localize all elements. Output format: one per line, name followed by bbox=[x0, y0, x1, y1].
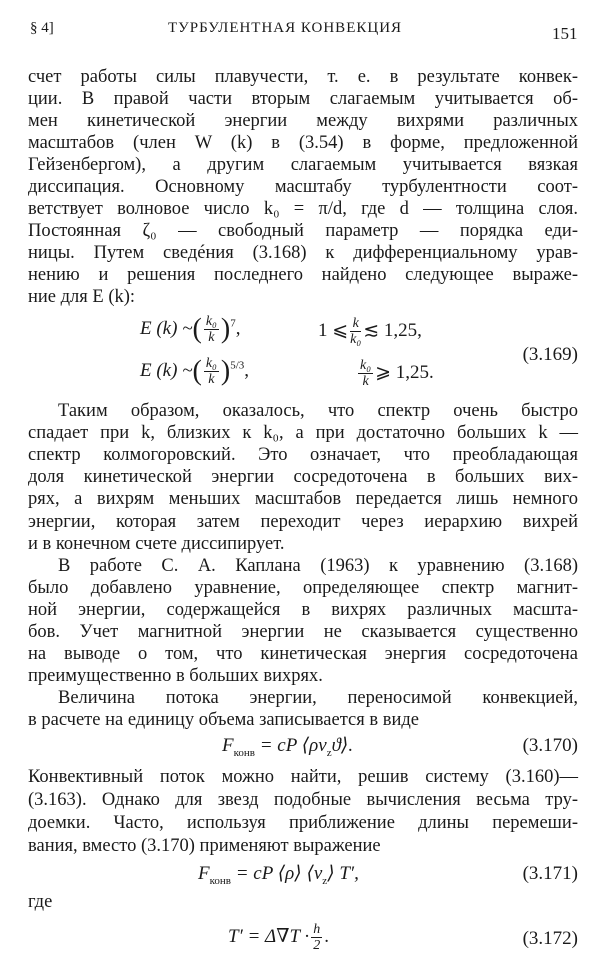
paragraph1-line: Гейзенбергом), а другим слагаемым учитывается вязкая bbox=[28, 155, 578, 175]
paragraph5-line: вания, вместо (3.170) применяют выражение bbox=[28, 836, 381, 856]
equation-number-3-169: (3.169) bbox=[522, 344, 578, 365]
paragraph5-line: (3.163). Однако для звезд подобные вычисления весьма тру- bbox=[28, 790, 578, 810]
paragraph1-line: ницы. Путем сведéния (3.168) к дифференциальному урав- bbox=[28, 243, 578, 263]
paragraph2-line: спадает при k, близких к k₀, а при достаточно больших k — bbox=[28, 423, 578, 444]
equation-3-171: $F_{конв}$ = cP ⟨ρ⟩ $⟨v_z⟩$ T′, bbox=[198, 863, 359, 887]
paragraph2-line: и в конечном счете диссипирует. bbox=[28, 533, 285, 554]
paragraph1-line: ции. В правой части вторым слагаемым учитывается об- bbox=[28, 89, 578, 109]
equation-number-3-170: (3.170) bbox=[522, 735, 578, 756]
paragraph3-line: преимущественно в больших вихрях. bbox=[28, 666, 323, 687]
paragraph1-line: Постоянная ζ₀ — свободный параметр — порядка еди- bbox=[28, 221, 578, 241]
paragraph1-line: счет работы силы плавучести, т. е. в результате конвек- bbox=[28, 67, 578, 87]
paragraph4-line: в расчете на единицу объема записывается в виде bbox=[28, 710, 419, 731]
equation-number-3-171: (3.171) bbox=[522, 863, 578, 884]
running-header-title: ТУРБУЛЕНТНАЯ КОНВЕКЦИЯ bbox=[168, 20, 403, 36]
paragraph3-line: В работе С. А. Каплана (1963) к уравнению (3.168) bbox=[58, 555, 578, 576]
paragraph4-line: Величина потока энергии, переносимой конвекцией, bbox=[58, 688, 578, 709]
paragraph2-line: рях, а вихрям меньших масштабов передается лишь немного bbox=[28, 489, 578, 510]
paragraph2-line: энергии, которая затем переходит через иерархию вихрей bbox=[28, 511, 578, 532]
page-number: 151 bbox=[552, 24, 578, 43]
paragraph1-line: ветствует волновое число k₀ = π/d, где d — толщина слоя. bbox=[28, 199, 578, 219]
paragraph1-line: масштабов (член W (k) в (3.54) в форме, предложенной bbox=[28, 133, 578, 153]
equation-number-3-172: (3.172) bbox=[522, 928, 578, 949]
paragraph1-line: ние для E (k): bbox=[28, 287, 136, 307]
paragraph3-line: бов. Учет магнитной энергии не сказывается существенно bbox=[28, 622, 578, 642]
paragraph3-line: на выводе о том, что кинетическая энергия сосредоточена bbox=[28, 644, 578, 665]
running-header-section: § 4] bbox=[30, 20, 54, 36]
equation-3-169-line1: E (k) ~( $\frac{\text{k₀}}{k}$ )$^7$, bbox=[140, 313, 241, 345]
paragraph3-line: ной энергии, содержащейся в вихрях различных масшта- bbox=[28, 599, 578, 620]
where-word: где bbox=[28, 892, 53, 912]
paragraph1-line: нению и решения последнего найдено следующее выраже- bbox=[28, 265, 578, 285]
paragraph2-line: Таким образом, оказалось, что спектр очень быстро bbox=[58, 401, 578, 421]
paragraph1-line: диссипация. Основному масштабу турбулентности соот- bbox=[28, 177, 578, 197]
equation-3-170: $F_{конв}$ = cP $⟨\rho v_zϑ⟩$. bbox=[222, 735, 354, 759]
equation-3-169-cond1: 1 ⩽ $\frac{k}{\text{k₀}}$ ≲ 1,25, bbox=[318, 316, 422, 347]
equation-3-169-line2: E (k) ~( $\frac{\text{k₀}}{k}$ )$^{5/3}$, bbox=[140, 355, 250, 387]
equation-3-169-cond2: $\frac{\text{k₀}}{k}$ ⩾ 1,25. bbox=[360, 358, 434, 389]
paragraph2-line: доля кинетической энергии сосредоточена в больших вих- bbox=[28, 467, 578, 488]
paragraph2-line: спектр колмогоровский. Это означает, что преобладающая bbox=[28, 445, 578, 466]
paragraph5-line: Конвективный поток можно найти, решив систему (3.160)— bbox=[28, 767, 578, 787]
equation-3-172: T′ = Δ∇T · $\frac{h}{2}$ . bbox=[228, 922, 329, 953]
paragraph1-line: мен кинетической энергии между вихрями различных bbox=[28, 111, 578, 131]
paragraph3-line: было добавлено уравнение, определяющее спектр магнит- bbox=[28, 577, 578, 598]
paragraph5-line: доемки. Часто, используя приближение длины перемеши- bbox=[28, 813, 578, 833]
